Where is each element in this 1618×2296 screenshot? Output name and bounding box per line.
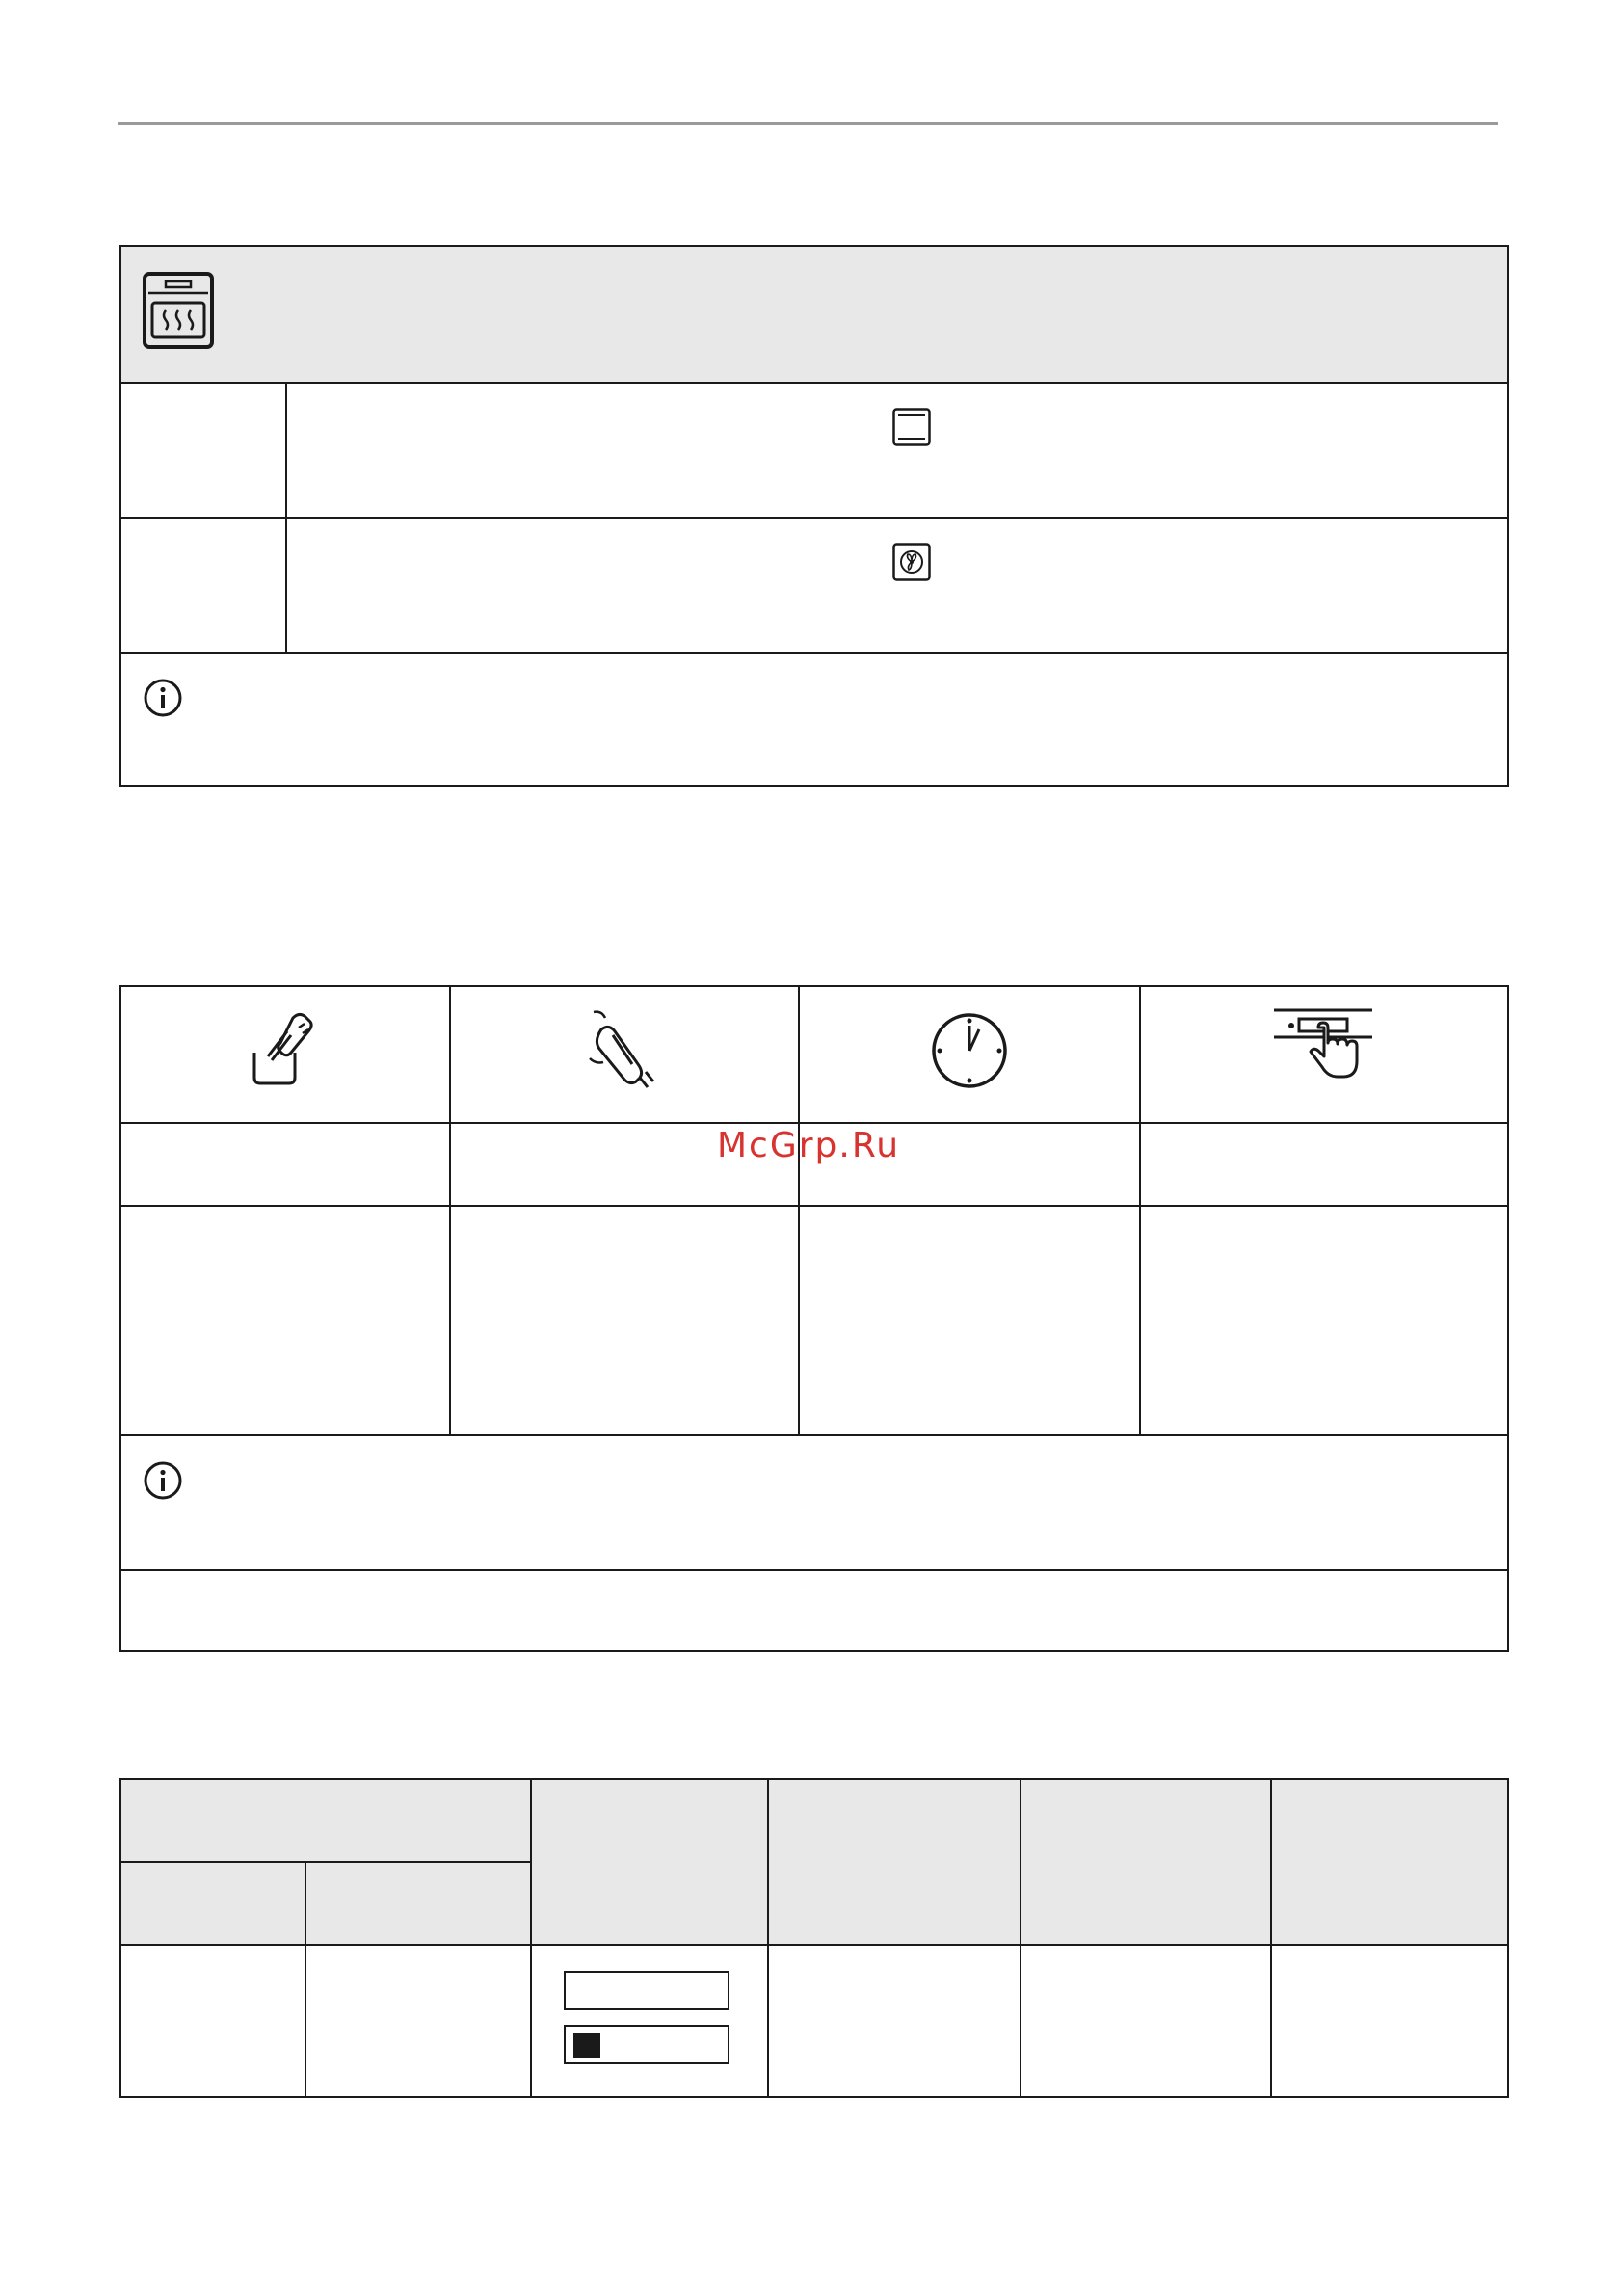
row-divider — [121, 652, 1507, 654]
column-divider — [305, 1861, 306, 2096]
oven-steam-icon — [143, 272, 214, 349]
hand-wipe-icon — [588, 1008, 659, 1089]
info-icon — [143, 678, 183, 718]
hand-wash-icon — [249, 1008, 322, 1089]
indicator-fill-block — [573, 2033, 600, 2058]
control-panel-touch-icon — [1272, 1008, 1374, 1089]
info-icon — [143, 1460, 183, 1501]
row-divider — [121, 1569, 1507, 1571]
table-header-background — [121, 247, 1507, 382]
column-divider — [798, 987, 800, 1436]
row-divider — [121, 1122, 1507, 1124]
column-divider — [1270, 1780, 1272, 2096]
row-divider — [121, 517, 1507, 519]
row-divider — [121, 1944, 1507, 1946]
column-divider — [767, 1780, 769, 2096]
watermark-text: McGrp.Ru — [717, 1126, 901, 1165]
row-divider — [121, 1861, 530, 1863]
column-divider — [1139, 987, 1141, 1436]
page-top-rule — [118, 122, 1498, 125]
row-divider — [121, 1205, 1507, 1207]
row-divider — [121, 382, 1507, 384]
column-divider — [1020, 1780, 1021, 2096]
column-divider — [530, 1780, 532, 2096]
column-divider — [285, 382, 287, 654]
indicator-table — [119, 1778, 1509, 2098]
clock-icon — [931, 1012, 1008, 1089]
empty-bar-indicator-icon — [564, 1971, 729, 2010]
column-divider — [449, 987, 451, 1436]
filled-bar-indicator-icon — [564, 2025, 729, 2064]
oven-fan-icon — [892, 543, 931, 581]
row-divider — [121, 1434, 1507, 1436]
oven-functions-table — [119, 245, 1509, 787]
oven-conventional-icon — [892, 408, 931, 446]
